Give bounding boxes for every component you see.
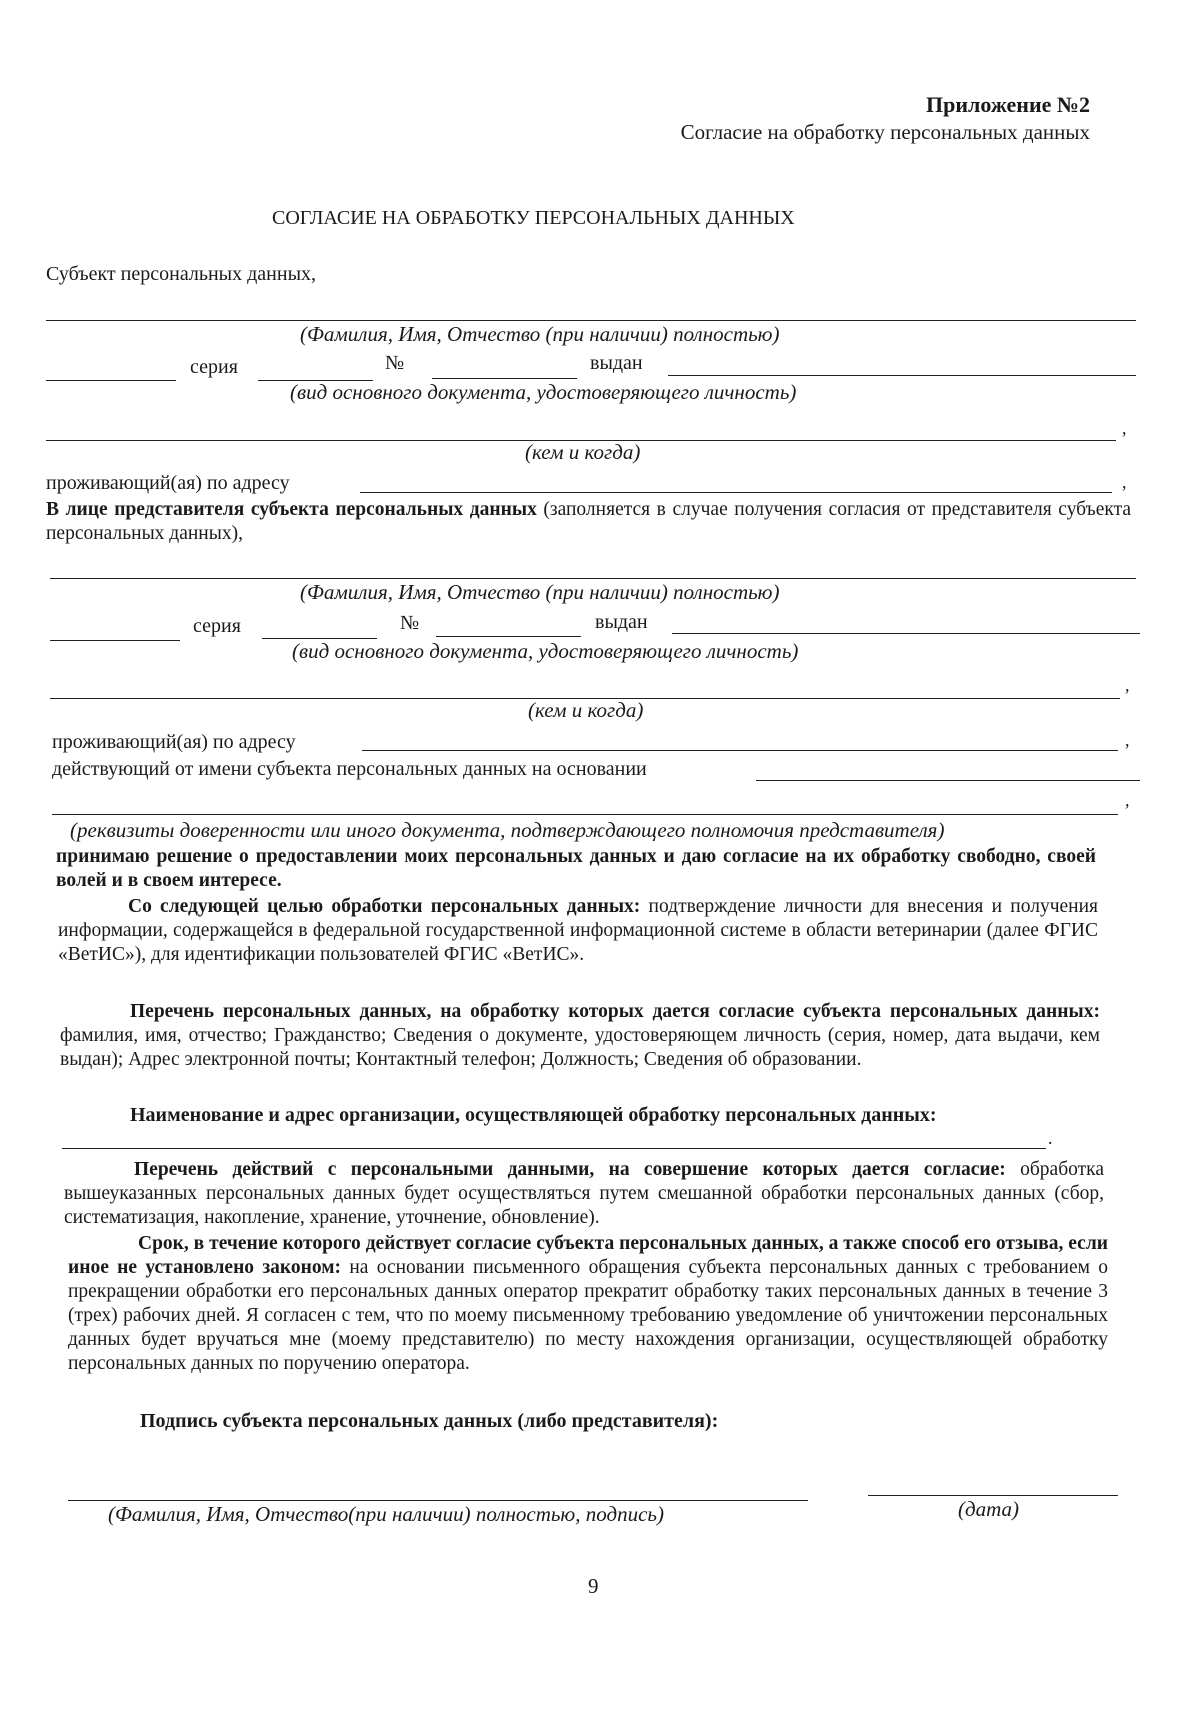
- subject-address-label: проживающий(ая) по адресу: [46, 472, 290, 494]
- representative-issued-label: выдан: [595, 611, 648, 633]
- subject-number-line[interactable]: [432, 378, 577, 379]
- signature-label: Подпись субъекта персональных данных (либо представителя):: [140, 1410, 719, 1432]
- subject-address-line[interactable]: [360, 492, 1112, 493]
- subject-fio-line[interactable]: [46, 320, 1136, 321]
- term-paragraph: Срок, в течение которого действует согласие субъекта персональных данных, а также способ его отзыва, если иное не установлено законом: на основании письменного обращения субъекта персональных данных с требованием о прекращении обработки его персональных данных оператор прекратит обработку таких персональных данных в течение 3 (трех) рабочих дней. Я согласен с тем, что по моему письменному требованию уведомление об уничтожении персональных данных будет вручаться мне (моему представителю) по месту нахождения организации, осуществляющей обработку персональных данных по поручению оператора.: [68, 1233, 1109, 1374]
- representative-acting-line[interactable]: [756, 780, 1140, 781]
- representative-address-label: проживающий(ая) по адресу: [52, 731, 296, 753]
- consent-decision: принимаю решение о предоставлении моих персональных данных и даю согласие на их обработку свободно, своей волей и в своем интересе.: [56, 846, 1096, 891]
- signature-fio-line[interactable]: [68, 1500, 808, 1501]
- data-list-paragraph: Перечень персональных данных, на обработку которых дается согласие субъекта персональных данных: фамилия, имя, отчество; Гражданство; Сведения о документе, удостоверяющем личность (серия, номер, дата выдачи, кем выдан); Адрес электронной почты; Контактный телефон; Должность; Сведения об образовании.: [60, 1001, 1100, 1070]
- representative-issued-hint: (кем и когда): [528, 698, 644, 722]
- subject-series-label: серия: [190, 356, 238, 378]
- representative-series-label: серия: [193, 615, 241, 637]
- representative-fio-hint: (Фамилия, Имя, Отчество (при наличии) полностью): [300, 580, 780, 604]
- actions-paragraph: Перечень действий с персональными данными, на совершение которых дается согласие: обработка вышеуказанных персональных данных будет осуществляться путем смешанной обработки персональных данных (сбор, систематизация, накопление, хранение, уточнение, обновление).: [64, 1159, 1104, 1228]
- representative-acting-label: действующий от имени субъекта персональных данных на основании: [52, 758, 647, 780]
- appendix-title: Приложение №2: [926, 92, 1090, 117]
- subject-doc-type-line[interactable]: [46, 380, 176, 381]
- consent-document-page: Приложение №2 Согласие на обработку персональных данных СОГЛАСИЕ НА ОБРАБОТКУ ПЕРСОНАЛЬНЫХ ДАННЫХ Субъект персональных данных, (Фамилия, Имя, Отчество (при наличии) полностью) серия № выдан (вид основного документа, удостоверяющего личность) , (кем и когда) проживающий(ая) по адресу , В лице представителя субъекта персональных данных (заполняется в случае получения согласия от представителя субъекта персональных данных), (Фамилия, Имя, Отчество (при наличии) полностью) серия № выдан (вид основного документа, удостоверяющего личность) , (кем и когда) проживающий(ая) по адресу , действующий от имени субъекта персональных данных на основании , (реквизиты доверенности или иного документа, подтверждающего полномочия представителя) принимаю решение о предоставлении моих персональных данных и даю согласие на их обработку свободно, своей волей и в своем интересе. Со следующей целью обработки персональных данных: подтверждение личности для внесения и получения информации, содержащейся в федеральной государственной информационной системе в области ветеринарии (далее ФГИС «ВетИС»), для идентификации пользователей ФГИС «ВетИС». Перечень персональных данных, на обработку которых дается согласие субъекта персональных данных: фамилия, имя, отчество; Гражданство; Сведения о документе, удостоверяющем личность (серия, номер, дата выдачи, кем выдан); Адрес электронной почты; Контактный телефон; Должность; Сведения об образовании. Наименование и адрес организации, осуществляющей обработку персональных данных: . Перечень действий с персональными данными, на совершение которых дается согласие: обработка вышеуказанных персональных данных будет осуществляться путем смешанной обработки персональных данных (сбор, систематизация, накопление, хранение, уточнение, обновление). Срок, в течение которого действует согласие субъекта персональных данных, а также способ его отзыва, если иное не установлено законом: на основании письменного обращения субъекта персональных данных с требованием о прекращении обработки его персональных данных оператор прекратит обработку таких персональных данных в течение 3 (трех) рабочих дней. Я согласен с тем, что по моему письменному требованию уведомление об уничтожении персональных данных будет вручаться мне (моему представителю) по месту нахождения организации, осуществляющей обработку персональных данных по поручению оператора. Подпись субъекта персональных данных (либо представителя): (Фамилия, Имя, Отчество(при наличии) полностью, подпись) (дата) 9: [0, 0, 1200, 1711]
- appendix-subtitle: Согласие на обработку персональных данных: [680, 120, 1090, 144]
- representative-number-line[interactable]: [436, 636, 581, 637]
- representative-number-label: №: [400, 612, 420, 634]
- page-number: 9: [588, 1574, 599, 1598]
- subject-intro: Субъект персональных данных,: [46, 263, 317, 285]
- subject-fio-hint: (Фамилия, Имя, Отчество (при наличии) полностью): [300, 322, 780, 346]
- representative-address-line[interactable]: [362, 750, 1118, 751]
- document-title: СОГЛАСИЕ НА ОБРАБОТКУ ПЕРСОНАЛЬНЫХ ДАННЫХ: [272, 207, 795, 229]
- representative-authority-line[interactable]: [52, 814, 1118, 815]
- purpose-paragraph: Со следующей целью обработки персональных данных: подтверждение личности для внесения и получения информации, содержащейся в федеральной государственной информационной системе в области ветеринарии (далее ФГИС «ВетИС»), для идентификации пользователей ФГИС «ВетИС».: [58, 896, 1098, 965]
- representative-intro: В лице представителя субъекта персональных данных (заполняется в случае получения согласия от представителя субъекта персональных данных),: [46, 499, 1131, 544]
- signature-date-line[interactable]: [868, 1495, 1118, 1496]
- signature-fio-hint: (Фамилия, Имя, Отчество(при наличии) полностью, подпись): [108, 1502, 664, 1526]
- subject-doc-hint: (вид основного документа, удостоверяющего личность): [290, 380, 797, 404]
- representative-doc-type-line[interactable]: [50, 640, 180, 641]
- representative-issued-line[interactable]: [672, 633, 1140, 634]
- representative-fio-line[interactable]: [50, 578, 1136, 579]
- subject-number-label: №: [385, 352, 405, 374]
- operator-label: Наименование и адрес организации, осуществляющей обработку персональных данных:: [130, 1104, 937, 1126]
- subject-issued-label: выдан: [590, 352, 643, 374]
- subject-issued-hint: (кем и когда): [525, 440, 641, 464]
- signature-date-hint: (дата): [958, 1497, 1020, 1521]
- operator-line[interactable]: [62, 1148, 1046, 1149]
- representative-authority-hint: (реквизиты доверенности или иного документа, подтверждающего полномочия представителя): [70, 818, 945, 842]
- representative-doc-hint: (вид основного документа, удостоверяющего личность): [292, 639, 799, 663]
- subject-issued-line[interactable]: [668, 375, 1136, 376]
